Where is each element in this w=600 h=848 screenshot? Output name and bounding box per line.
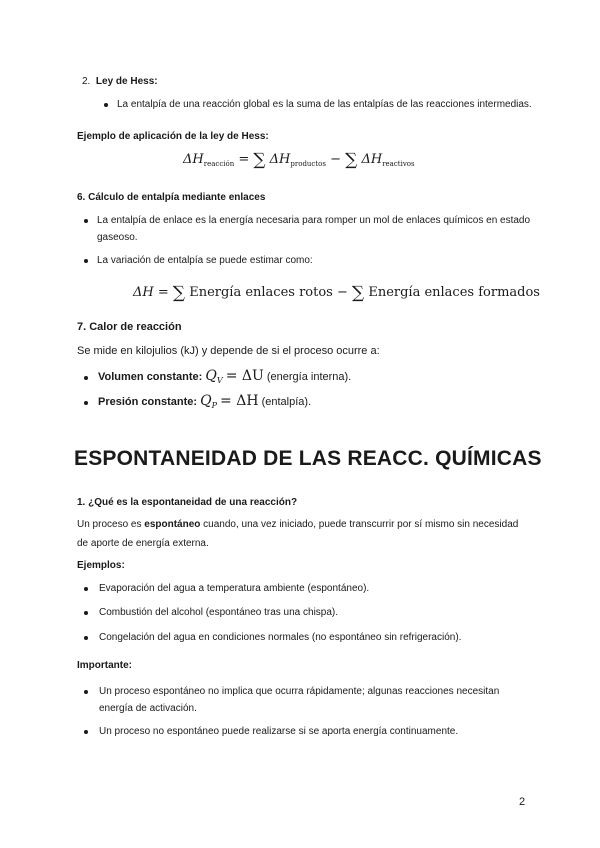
section6-bullet1: La entalpía de enlace es la energía necesaria para romper un mol de enlaces químicos en estado [97, 215, 531, 226]
formula-sub: productos [290, 160, 326, 168]
formula-term: Energía enlaces rotos [189, 285, 333, 300]
example-item: Evaporación del agua a temperatura ambiente (espontáneo). [99, 583, 370, 594]
formula-sub: reacción [203, 160, 235, 168]
section6-title: 6. Cálculo de entalpía mediante enlaces [77, 192, 266, 203]
formula-q: Q [205, 368, 217, 384]
main-heading: ESPONTANEIDAD DE LAS REACC. QUÍMICAS [74, 447, 542, 470]
important-label: Importante: [77, 660, 132, 671]
formula-sub: V [216, 376, 223, 385]
important-item: Un proceso no espontáneo puede realizarse si se aporta energía continuamente. [99, 726, 459, 737]
spont-para [77, 518, 518, 532]
section7-intro: Se mide en kilojulios (kJ) y depende de si el proceso ocurre a: [77, 345, 380, 357]
formula-delta-h: ΔH [133, 285, 154, 300]
formula-equals: = [157, 285, 169, 300]
section7-item1 [98, 368, 351, 384]
formula-sub: P [211, 401, 217, 410]
bullet-dot [84, 587, 88, 591]
spont-para-cont: de aporte de energía externa. [77, 538, 209, 549]
important-item: Un proceso espontáneo no implica que ocurra rápidamente; algunas reacciones necesitan [99, 686, 500, 697]
item-label: Presión constante: [98, 396, 198, 408]
formula-sum: ∑ [345, 150, 358, 170]
formula-equals: = [238, 152, 250, 167]
formula-minus: − [337, 285, 348, 300]
bullet-dot [104, 103, 108, 107]
para-text: Un proceso es [77, 519, 145, 530]
formula-delta-h: ΔH [183, 152, 204, 167]
bullet-dot [84, 376, 88, 380]
spont-title: 1. ¿Qué es la espontaneidad de una reacción? [77, 497, 298, 508]
formula-q: Q [200, 393, 212, 409]
formula-eq: = ΔH [220, 393, 259, 409]
bullet-dot [84, 690, 88, 694]
bullet-dot [84, 259, 88, 263]
hess-title: Ley de Hess: [95, 76, 158, 87]
section6-bullet2: La variación de entalpía se puede estimar como: [97, 255, 313, 266]
formula-sum: ∑ [172, 283, 186, 303]
bullet-dot [84, 730, 88, 734]
bullet-dot [84, 636, 88, 640]
bullet-dot [84, 611, 88, 615]
example-item: Combustión del alcohol (espontáneo tras una chispa). [99, 607, 339, 618]
bullet-dot [84, 219, 88, 223]
item-label: Volumen constante: [98, 371, 203, 383]
important-item-cont: energía de activación. [99, 703, 197, 714]
formula-sum: ∑ [352, 283, 365, 303]
section6-bullet1-cont: gaseoso. [97, 232, 138, 243]
formula-minus: − [330, 152, 342, 167]
formula-term: Energía enlaces formados [368, 285, 540, 300]
formula-delta-h: ΔH [269, 152, 291, 167]
section7-item2 [98, 393, 311, 409]
examples-label: Ejemplos: [77, 560, 125, 571]
item-note: (entalpía). [261, 396, 312, 408]
hess-bullet: La entalpía de una reacción global es la suma de las entalpías de las reacciones intermedias. [117, 99, 532, 110]
hess-heading [82, 75, 158, 89]
item-note: (energía interna). [266, 371, 352, 383]
para-bold: espontáneo [144, 519, 201, 530]
bond-formula [133, 281, 540, 301]
hess-formula [183, 148, 415, 168]
formula-delta-h: ΔH [361, 152, 383, 167]
bullet-dot [84, 401, 88, 405]
formula-eq: = ΔU [225, 368, 264, 384]
page-number: 2 [519, 796, 526, 808]
hess-number: 2. [82, 76, 91, 87]
formula-sum: ∑ [253, 150, 266, 170]
example-label: Ejemplo de aplicación de la ley de Hess: [77, 131, 269, 142]
section7-title: 7. Calor de reacción [77, 321, 182, 333]
formula-sub: reactivos [382, 160, 415, 168]
example-item: Congelación del agua en condiciones normales (no espontáneo sin refrigeración). [99, 632, 462, 643]
para-text: cuando, una vez iniciado, puede transcurrir por sí mismo sin necesidad [200, 519, 519, 530]
